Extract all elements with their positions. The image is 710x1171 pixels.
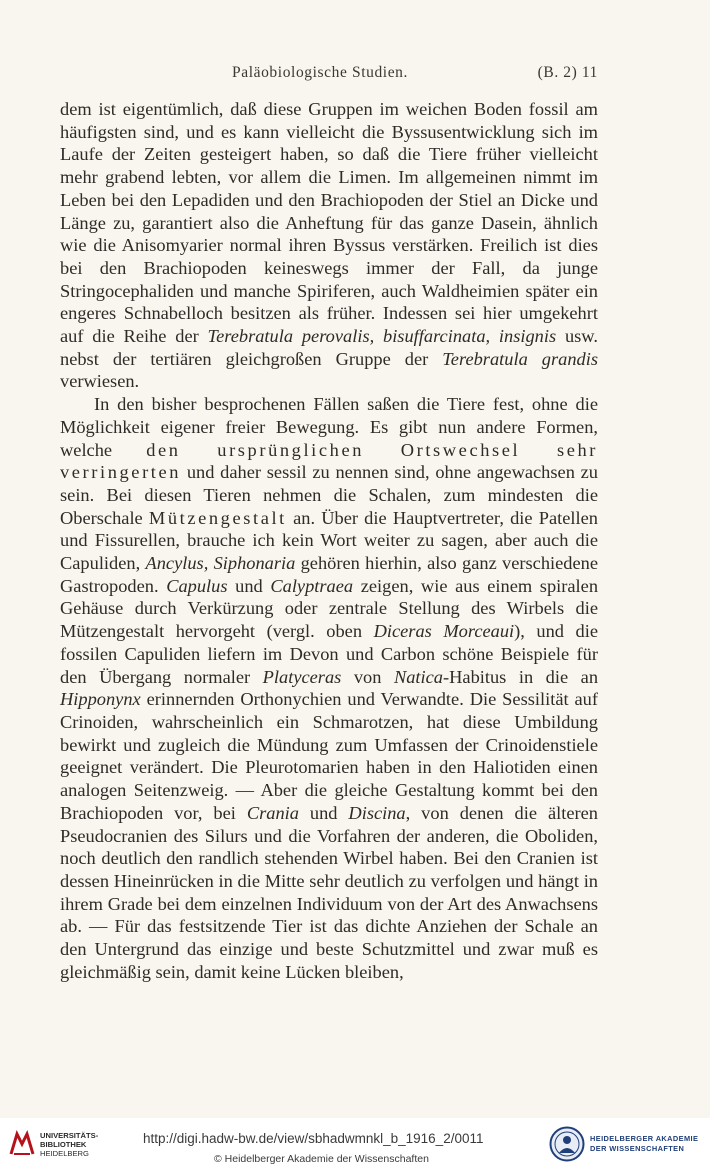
text-run: erinnernden Orthonychien und Verwandte. Die Sessilität auf Crinoiden, wahrscheinlich ein Schmarotzen, hat diese Umbildung bewirkt und zugleich die Mündung zum Umfassen der Crinoidenstiele geeignet verändert. Die Pleurotomarien haben in den Haliotiden einen analogen Seitenzweig. — Aber die gleiche Gestaltung kommt bei den Brachiopoden vor, bei xyxy=(60,689,598,823)
paragraph-1 xyxy=(60,98,598,393)
text-run: In den bisher besprochenen Fällen saßen die Tiere fest, ohne die Möglichkeit eigener freier Bewegung. Es gibt nun andere Formen, welche xyxy=(60,394,598,460)
text-run: usw. nebst der tertiären gleichgroßen Gruppe der xyxy=(60,326,598,369)
italic-taxon: Natica xyxy=(393,666,443,687)
text-run: ), und die fossilen Capuliden liefern im Devon und Carbon schöne Beispiele für den Übergang normaler xyxy=(60,621,598,687)
italic-taxon: Terebratula perovalis, bisuffarcinata, insignis xyxy=(207,326,557,347)
italic-taxon: Ancylus, Siphonaria xyxy=(145,553,296,574)
italic-taxon: Discina xyxy=(348,802,406,823)
text-run: an. Über die Hauptvertreter, die Patellen und Fissurellen, brauche ich kein Wort weiter zu sagen, aber auch die Capuliden, xyxy=(60,507,598,574)
spaced-emphasis: Mützengestalt xyxy=(148,507,287,528)
text-run: zeigen, wie aus einem spiralen Gehäuse durch Verkürzung oder zentrale Stellung des Wirbels die Mützengestalt hervorgeht (vergl. oben xyxy=(60,575,599,642)
text-run: und xyxy=(298,802,349,823)
text-run: verwiesen. xyxy=(60,371,140,392)
italic-taxon: Diceras Morceaui xyxy=(373,621,515,642)
academy-line: DER WISSENSCHAFTEN xyxy=(590,1144,685,1153)
italic-taxon: Terebratula grandis xyxy=(442,348,598,369)
permalink-url[interactable]: http://digi.hadw-bw.de/view/sbhadwmnkl_b_1916_2/0011 xyxy=(143,1131,484,1146)
body-text xyxy=(60,98,598,983)
text-run: gehören hierhin, also ganz verschiedene Gastropoden. xyxy=(60,553,598,596)
italic-taxon: Hipponynx xyxy=(60,689,141,710)
university-library-logo-icon xyxy=(8,1128,36,1158)
academy-name xyxy=(590,1134,698,1154)
library-line: BIBLIOTHEK xyxy=(40,1140,87,1149)
text-run: -Habitus in die an xyxy=(443,666,599,687)
italic-taxon: Platyceras xyxy=(262,666,342,687)
italic-taxon: Calyptraea xyxy=(270,575,354,596)
copyright-notice: © Heidelberger Akademie der Wissenschaften xyxy=(214,1153,429,1165)
running-head-title: Paläobiologische Studien. xyxy=(232,64,409,81)
academy-seal-icon xyxy=(549,1126,585,1162)
text-run: dem ist eigentümlich, daß diese Gruppen im weichen Boden fossil am häufigsten sind, und es kann vielleicht die Byssusentwicklung sich im Laufe der Zeiten gesteigert haben, so daß die Tiere früher vielleicht mehr grabend lebten, vor allem die Limen. Im allgemeinen nimmt im Leben bei den Lepadiden und den Brachiopoden der Stiel an Dicke und Länge zu, garantiert also die Anheftung für das ganze Dasein, ähnlich wie die Anisomyarier normal ihren Byssus verstärken. Freilich ist dies bei den Brachiopoden keineswegs immer der Fall, da junge Stringocephaliden und manche Spiriferen, auch Waldheimien später ein engeres Schnabelloch besitzen als früher. Indessen sei hier umgekehrt auf die Reihe der xyxy=(60,99,598,347)
text-run: und xyxy=(227,575,271,596)
page-number: (B. 2) 11 xyxy=(537,64,598,81)
text-run: , von denen die älteren Pseudocranien des Silurs und die Vorfahren der anderen, die Oboliden, noch deutlich den randlich stehenden Wirbel haben. Bei den Cranien ist dessen Hineinrücken in die Mitte sehr deutlich zu verfolgen und hängt in ihrem Grade bei dem einzelnen Individuum von der Art des Anwachsens ab. — Für das festsitzende Tier ist das dichte Anziehen der Schale an den Untergrund das einzige und beste Schutzmittel und zwar muß es gleichmäßig sein, damit keine Lücken bleiben, xyxy=(60,802,598,982)
text-run: von xyxy=(341,666,394,687)
italic-taxon: Crania xyxy=(246,802,299,823)
library-line: UNIVERSITÄTS- xyxy=(40,1131,99,1140)
running-head xyxy=(60,64,598,88)
academy-line: HEIDELBERGER AKADEMIE xyxy=(590,1134,699,1143)
university-library-name xyxy=(40,1131,98,1158)
italic-taxon: Capulus xyxy=(166,575,228,596)
text-run: und daher sessil zu nennen sind, ohne angewachsen zu sein. Bei diesen Tieren nehmen die Schalen, zum mindesten die Oberschale xyxy=(60,462,598,528)
spaced-emphasis: den ursprünglichen Ortswechsel sehr verringerten xyxy=(60,439,598,483)
paragraph-2 xyxy=(60,393,598,983)
library-line: HEIDELBERG xyxy=(40,1149,89,1158)
